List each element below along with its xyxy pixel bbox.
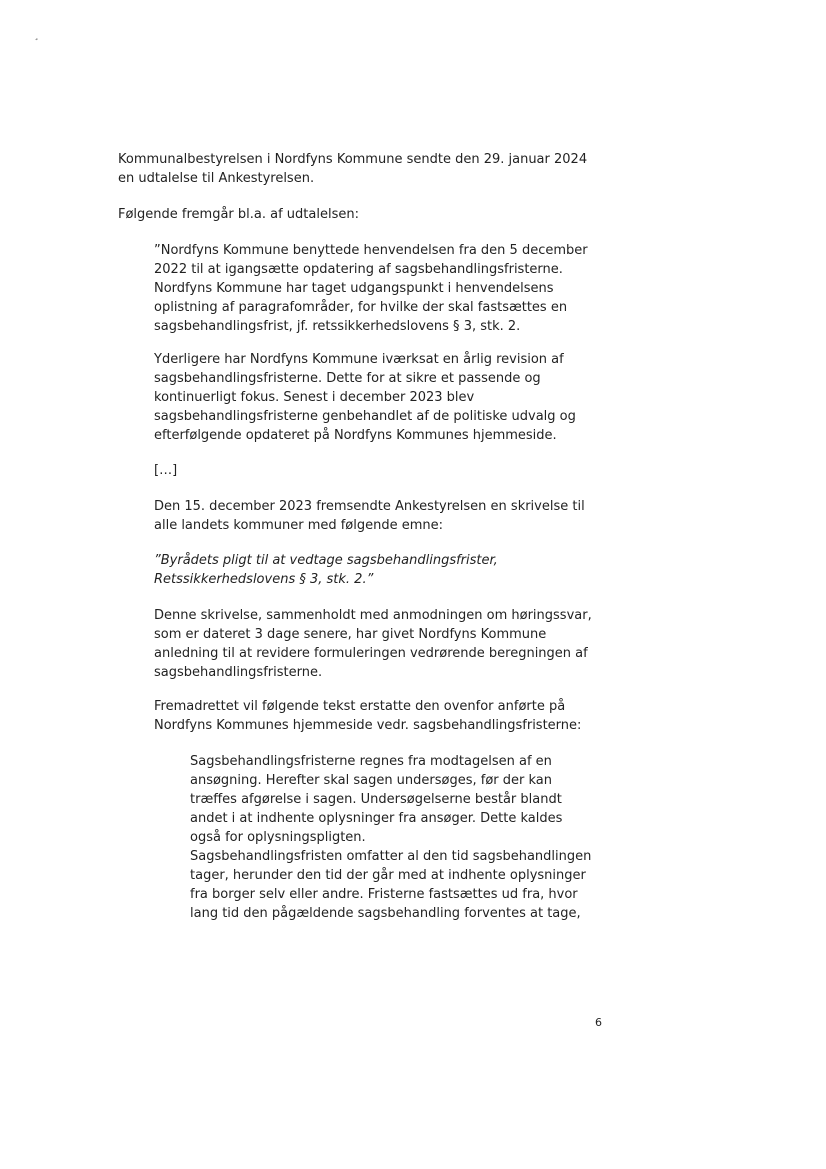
quote-paragraph-1	[154, 241, 588, 336]
quote-paragraph-5	[154, 697, 581, 735]
text-line: ”Nordfyns Kommune benyttede henvendelsen fra den 5 december	[154, 243, 588, 258]
text-line: Sagsbehandlingsfristen omfatter al den tid sagsbehandlingen	[190, 849, 592, 864]
text-line: efterfølgende opdateret på Nordfyns Kommunes hjemmeside.	[154, 428, 557, 443]
quote-paragraph-3	[154, 497, 585, 535]
text-line: sagsbehandlingsfristerne. Dette for at sikre et passende og	[154, 371, 541, 386]
text-line: sagsbehandlingsfristerne genbehandlet af de politiske udvalg og	[154, 409, 576, 424]
text-line: også for oplysningspligten.	[190, 830, 366, 845]
text-line: sagsbehandlingsfristerne.	[154, 665, 323, 680]
text-line: Nordfyns Kommune har taget udgangspunkt i henvendelsens	[154, 281, 554, 296]
lead-paragraph	[118, 205, 359, 224]
text-line: en udtalelse til Ankestyrelsen.	[118, 171, 315, 186]
text-line: sagsbehandlingsfrist, jf. retssikkerhedslovens § 3, stk. 2.	[154, 319, 521, 334]
ellipsis	[154, 461, 177, 480]
page-number: 6	[595, 1016, 602, 1029]
text-line: tager, herunder den tid der går med at indhente oplysninger	[190, 868, 586, 883]
text-line: ansøgning. Herefter skal sagen undersøges, før der kan	[190, 773, 553, 788]
text-line: Sagsbehandlingsfristerne regnes fra modtagelsen af en	[190, 754, 552, 769]
text-line: ”Byrådets pligt til at vedtage sagsbehandlingsfrister,	[154, 553, 498, 568]
nested-quote	[190, 752, 591, 923]
text-line: Følgende fremgår bl.a. af udtalelsen:	[118, 207, 359, 222]
text-line: alle landets kommuner med følgende emne:	[154, 518, 444, 533]
text-line: andet i at indhente oplysninger fra ansøger. Dette kaldes	[190, 811, 563, 826]
text-line: Nordfyns Kommunes hjemmeside vedr. sagsbehandlingsfristerne:	[154, 718, 582, 733]
intro-paragraph	[118, 150, 587, 188]
text-line: Retssikkerhedslovens § 3, stk. 2.”	[154, 572, 374, 587]
text-line: oplistning af paragrafområder, for hvilke der skal fastsættes en	[154, 300, 568, 315]
stray-mark: ¸	[34, 30, 39, 41]
quote-paragraph-2	[154, 350, 576, 445]
text-line: 2022 til at igangsætte opdatering af sagsbehandlingsfristerne.	[154, 262, 563, 277]
quote-paragraph-4	[154, 606, 592, 682]
text-line: […]	[154, 463, 178, 478]
text-line: lang tid den pågældende sagsbehandling forventes at tage,	[190, 906, 581, 921]
text-line: som er dateret 3 dage senere, har givet Nordfyns Kommune	[154, 627, 547, 642]
text-line: fra borger selv eller andre. Fristerne fastsættes ud fra, hvor	[190, 887, 578, 902]
text-line: Denne skrivelse, sammenholdt med anmodningen om høringssvar,	[154, 608, 592, 623]
text-line: Kommunalbestyrelsen i Nordfyns Kommune sendte den 29. januar 2024	[118, 152, 588, 167]
text-line: Fremadrettet vil følgende tekst erstatte den ovenfor anførte på	[154, 699, 566, 714]
text-line: kontinuerligt fokus. Senest i december 2023 blev	[154, 390, 475, 405]
text-line: Den 15. december 2023 fremsendte Ankestyrelsen en skrivelse til	[154, 499, 585, 514]
text-line: anledning til at revidere formuleringen vedrørende beregningen af	[154, 646, 588, 661]
text-line: Yderligere har Nordfyns Kommune iværksat en årlig revision af	[154, 352, 564, 367]
quoted-subject	[154, 551, 498, 589]
text-line: træffes afgørelse i sagen. Undersøgelserne består blandt	[190, 792, 562, 807]
